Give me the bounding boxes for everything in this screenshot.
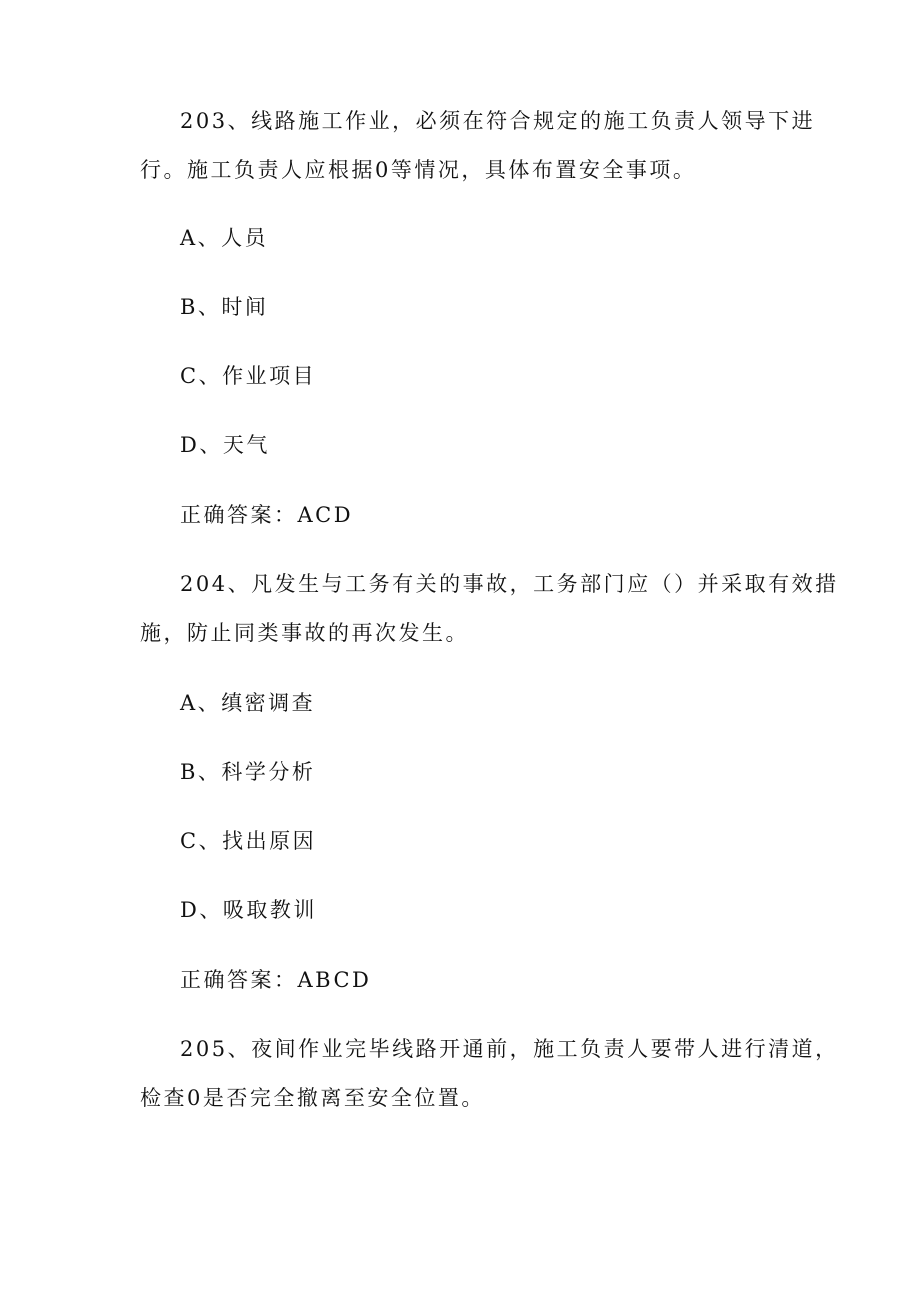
question-204-line-1: 204、凡发生与工务有关的事故，工务部门应（）并采取有效措 (180, 572, 839, 596)
question-204-option-d: D、吸取教训 (180, 898, 317, 922)
question-204-answer: 正确答案：ABCD (180, 968, 372, 992)
question-204-option-c: C、找出原因 (180, 829, 317, 853)
question-204-option-a: A、缜密调查 (180, 691, 316, 715)
question-203-option-d: D、天气 (180, 433, 270, 457)
question-205-line-1: 205、夜间作业完毕线路开通前，施工负责人要带人进行清道， (180, 1037, 839, 1061)
question-203-option-b: B、时间 (180, 295, 269, 319)
question-203-option-c: C、作业项目 (180, 364, 317, 388)
question-204-option-b: B、科学分析 (180, 760, 316, 784)
question-203-option-a: A、人员 (180, 226, 269, 250)
question-205-line-2: 检查0是否完全撤离至安全位置。 (140, 1086, 485, 1110)
question-203-line-2: 行。施工负责人应根据0等情况，具体布置安全事项。 (140, 158, 697, 182)
question-203-line-1: 203、线路施工作业，必须在符合规定的施工负责人领导下进 (180, 109, 816, 133)
question-203-answer: 正确答案：ACD (180, 503, 354, 527)
question-204-line-2: 施，防止同类事故的再次发生。 (140, 621, 469, 645)
